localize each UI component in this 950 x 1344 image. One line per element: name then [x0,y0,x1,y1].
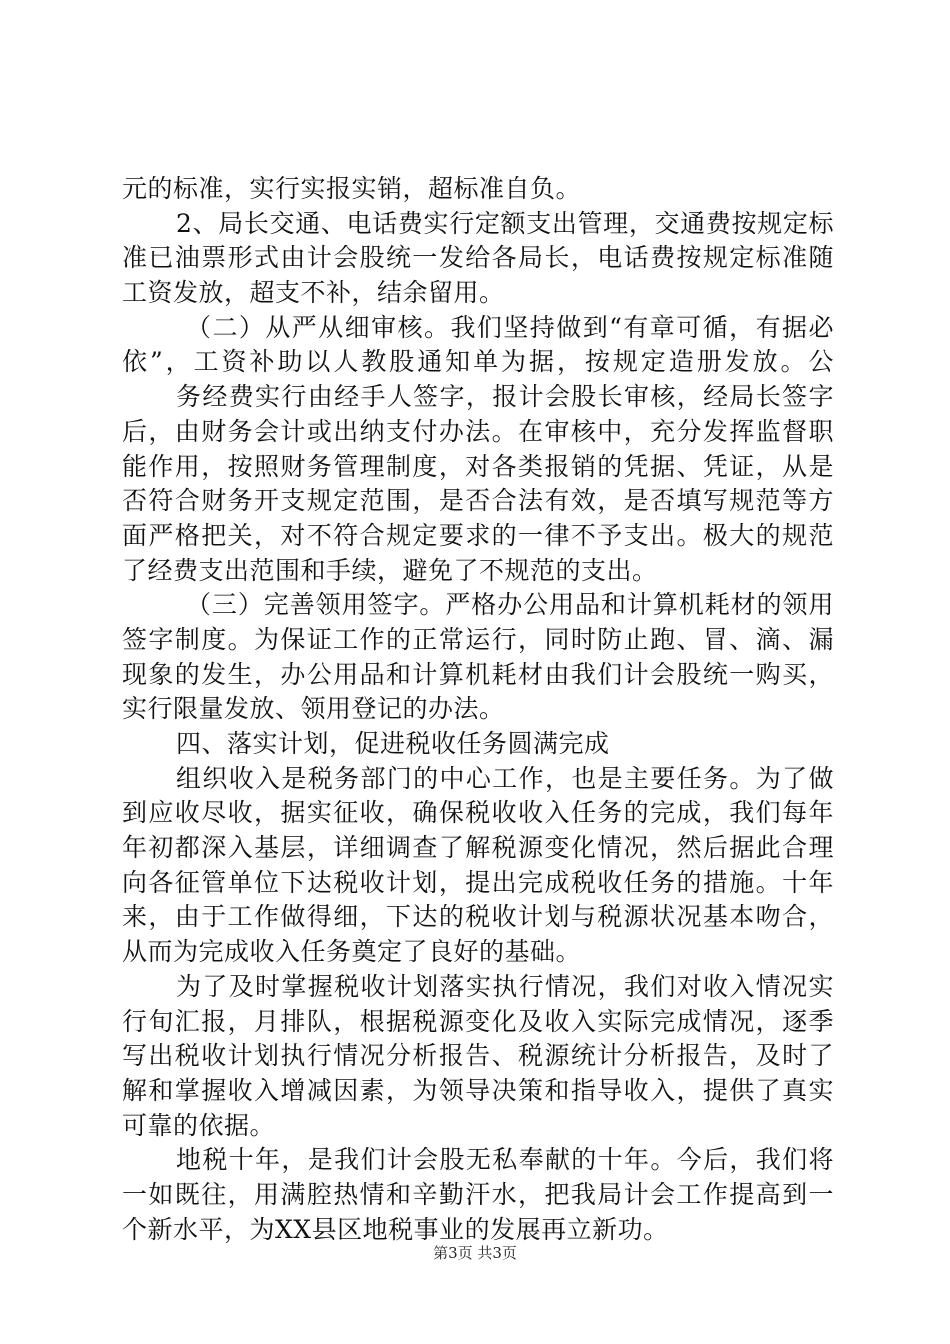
text-line: 实行限量发放、领用登记的办法。 [122,694,505,724]
text-line: （三）完善领用签字。严格办公用品和计算机耗材的领用 [186,590,834,620]
text-line: 一如既往，用满腔热情和辛勤汗水，把我局计会工作提高到一 [122,1179,834,1209]
page-number-footer: 第3页 共3页 [433,1244,517,1262]
text-line: 到应收尽收，据实征收，确保税收收入任务的完成，我们每年 [122,798,834,828]
text-line: 务经费实行由经手人签字，报计会股长审核，经局长签字 [176,382,834,412]
text-line: 签字制度。为保证工作的正常运行，同时防止跑、冒、滴、漏 [122,624,834,654]
text-line: （二）从严从细审核。我们坚持做到“有章可循，有据必 [186,312,834,342]
text-line: 工资发放，超支不补，结余留用。 [122,278,505,308]
text-line: 来，由于工作做得细，下达的税收计划与税源状况基本吻合， [122,902,834,932]
text-line: 了经费支出范围和手续，避免了不规范的支出。 [122,555,658,585]
text-line: 可靠的依据。 [122,1110,276,1140]
text-line: 元的标准，实行实报实销，超标准自负。 [122,174,582,203]
text-line: 面严格把关，对不符合规定要求的一律不予支出。极大的规范 [122,520,834,550]
document-body [122,172,834,1247]
text-line: 行旬汇报，月排队，根据税源变化及收入实际完成情况，逐季 [122,1006,834,1036]
text-line: 2、局长交通、电话费实行定额支出管理，交通费按规定标 [176,208,834,238]
text-line: 为了及时掌握税收计划落实执行情况，我们对收入情况实 [176,971,834,1001]
text-line: 组织收入是税务部门的中心工作，也是主要任务。为了做 [176,763,834,793]
text-line: 个新水平，为XX县区地税事业的发展再立新功。 [122,1214,669,1244]
text-line: 现象的发生，办公用品和计算机耗材由我们计会股统一购买， [122,659,834,689]
text-line: 准已油票形式由计会股统一发给各局长，电话费按规定标准随 [122,243,834,273]
text-line: 解和掌握收入增减因素，为领导决策和指导收入，提供了真实 [122,1075,834,1105]
text-line: 年初都深入基层，详细调查了解税源变化情况，然后据此合理 [122,833,834,863]
text-line: 向各征管单位下达税收计划，提出完成税收任务的措施。十年 [122,867,834,897]
text-line: 否符合财务开支规定范围，是否合法有效，是否填写规范等方 [122,486,834,516]
text-line: 地税十年，是我们计会股无私奉献的十年。今后，我们将 [176,1145,834,1175]
text-line: 后，由财务会计或出纳支付办法。在审核中，充分发挥监督职 [122,416,834,446]
text-line: 从而为完成收入任务奠定了良好的基础。 [122,937,582,967]
section-heading: 四、落实计划，促进税收任务圆满完成 [176,729,610,758]
text-line: 写出税收计划执行情况分析报告、税源统计分析报告，及时了 [122,1041,834,1071]
text-line: 能作用，按照财务管理制度，对各类报销的凭据、凭证，从是 [122,451,834,481]
text-line: 依”，工资补助以人教股通知单为据，按规定造册发放。公 [122,347,834,377]
